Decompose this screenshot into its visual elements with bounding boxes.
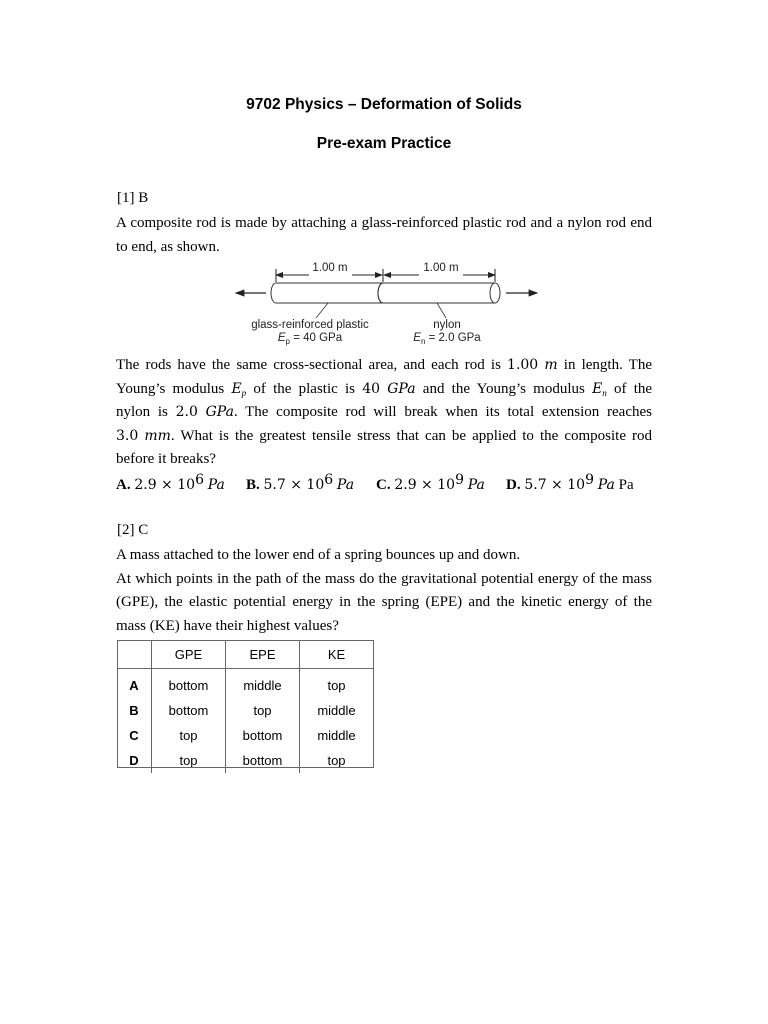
question-2-line: At which points in the path of the mass do the gravitational potential energy of the mass xyxy=(116,570,652,587)
question-1-intro-line: to end, as shown. xyxy=(116,238,220,255)
question-1-body-line: before it breaks? xyxy=(116,451,216,468)
page-subtitle: Pre-exam Practice xyxy=(316,135,452,152)
table-cell: top xyxy=(226,698,300,723)
question-1-intro xyxy=(116,212,652,259)
question-2-number: [2] C xyxy=(117,522,149,538)
length-label-nylon: 1.00 m xyxy=(423,262,459,274)
table-header-cell: GPE xyxy=(152,640,226,669)
question-2-line: A mass attached to the lower end of a spring bounces up and down. xyxy=(116,547,521,563)
question-1-body-line: The rods have the same cross-sectional area, and each rod is 1.00 m in length. The xyxy=(116,357,652,373)
table-header-row xyxy=(117,640,373,669)
table-row xyxy=(117,669,373,699)
table-cell: bottom xyxy=(152,698,226,723)
table-cell: middle xyxy=(300,723,374,748)
question-2-line: mass (KE) have their highest values? xyxy=(116,617,339,634)
option-c: C. $2.9 \times 10^9$ Pa xyxy=(376,472,485,493)
table-cell: A xyxy=(129,678,139,693)
table-cell: C xyxy=(129,728,139,743)
plastic-modulus: $E_p = 40$ GPa xyxy=(277,332,343,346)
plastic-rod xyxy=(271,283,383,303)
question-1-options xyxy=(116,472,634,494)
option-b: B. $5.7 \times 10^6$ Pa xyxy=(246,472,355,493)
question-1-number: [1] B xyxy=(117,190,149,206)
table-cell: B xyxy=(129,703,139,718)
nylon-label: nylon xyxy=(433,319,461,331)
table-row xyxy=(117,698,373,723)
table-cell: top xyxy=(300,669,374,699)
composite-rod-diagram xyxy=(232,258,542,346)
table-header-cell: KE xyxy=(300,640,374,669)
table-row xyxy=(117,723,373,748)
table-cell: bottom xyxy=(226,723,300,748)
question-1-intro-line: A composite rod is made by attaching a glass-reinforced plastic rod and a nylon rod end xyxy=(116,215,652,231)
table-header-cell: EPE xyxy=(226,640,300,669)
table-cell: bottom xyxy=(226,748,300,773)
length-label-plastic: 1.00 m xyxy=(312,262,348,274)
question-1-body-line: Young’s modulus $E_p$ of the plastic is 40 GPa and the Young’s modulus $E_n$ of the xyxy=(116,380,653,398)
question-1-body-line: nylon is 2.0 GPa. The composite rod will break when its total extension reaches xyxy=(116,404,652,421)
table-cell: middle xyxy=(300,698,374,723)
table-header-cell xyxy=(117,640,152,669)
question-2-line: (GPE), the elastic potential energy in the spring (EPE) and the kinetic energy of the xyxy=(116,594,652,611)
table-cell: top xyxy=(300,748,374,773)
nylon-modulus: $E_n = 2.0$ GPa xyxy=(413,332,481,346)
question-2-text xyxy=(116,544,652,638)
table-cell: D xyxy=(129,753,139,768)
table-cell: middle xyxy=(226,669,300,699)
table-cell: bottom xyxy=(152,669,226,699)
question-1-body-line: 3.0 mm. What is the greatest tensile stress that can be applied to the composite rod xyxy=(116,427,653,444)
table-row xyxy=(117,748,373,773)
option-d: D. $5.7 \times 10^9$ Pa Pa xyxy=(506,472,634,493)
table-cell: top xyxy=(152,723,226,748)
question-1-body xyxy=(116,354,652,472)
nylon-rod xyxy=(378,283,500,303)
option-a: A. $2.9 \times 10^6$ Pa xyxy=(116,472,225,493)
page-title: 9702 Physics – Deformation of Solids xyxy=(246,96,522,113)
plastic-label: glass-reinforced plastic xyxy=(251,319,369,331)
table-cell: top xyxy=(152,748,226,773)
energy-table xyxy=(117,640,373,773)
